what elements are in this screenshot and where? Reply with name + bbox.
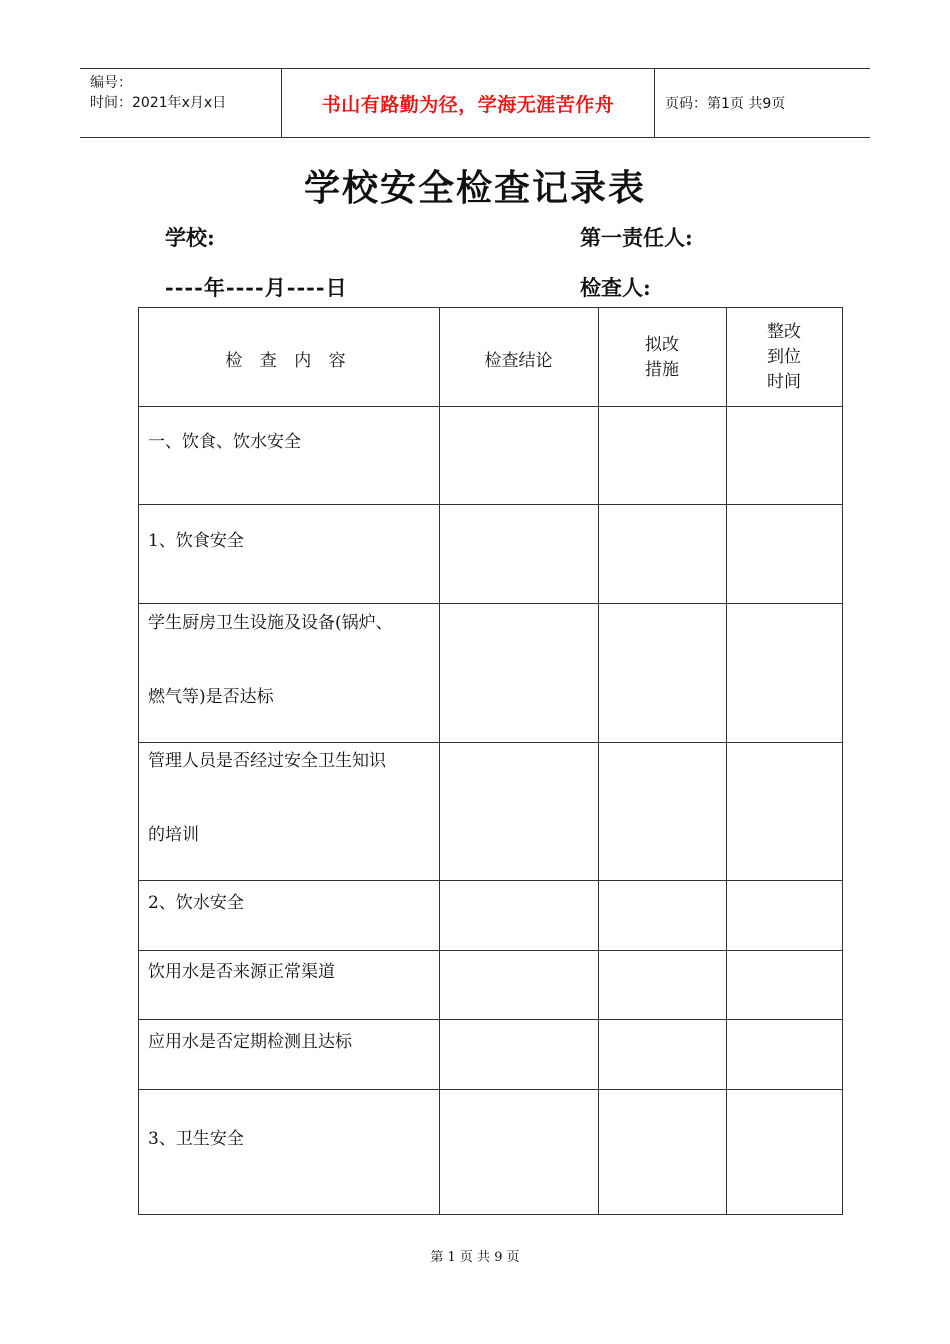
table-divider-1 <box>439 307 440 1215</box>
document-header <box>80 68 870 138</box>
table-row-content-continued: 的培训 <box>148 825 199 845</box>
school-label: 学校: <box>165 225 215 250</box>
column-header-deadline-line: 整改 <box>767 322 801 342</box>
page-info: 页码：第1页 共9页 <box>665 96 786 112</box>
motto-text: 书山有路勤为径，学海无涯苦作舟 <box>321 93 615 116</box>
table-row-content: 3、卫生安全 <box>148 1129 244 1149</box>
row-line <box>138 742 843 743</box>
responsible-label: 第一责任人: <box>580 225 693 250</box>
serial-label: 编号： <box>90 75 132 91</box>
table-border-bottom <box>138 1214 843 1215</box>
table-divider-2 <box>598 307 599 1215</box>
column-header-conclusion: 检查结论 <box>484 351 553 371</box>
inspection-table <box>138 307 843 1215</box>
table-border-left <box>138 307 139 1215</box>
column-header-measures-line: 拟改 <box>645 335 679 355</box>
column-header-deadline-line: 到位 <box>767 347 801 367</box>
table-row-content: 饮用水是否来源正常渠道 <box>148 962 335 982</box>
table-row-content: 一、饮食、饮水安全 <box>148 432 301 452</box>
header-motto-cell <box>282 69 655 137</box>
inspector-label: 检查人: <box>580 275 651 300</box>
page-footer: 第 1 页 共 9 页 <box>430 1250 520 1265</box>
table-border-right <box>842 307 843 1215</box>
table-divider-3 <box>726 307 727 1215</box>
table-row-content-continued: 燃气等)是否达标 <box>148 687 274 707</box>
table-row-content: 2、饮水安全 <box>148 893 244 913</box>
column-header-measures <box>598 333 726 383</box>
row-line <box>138 504 843 505</box>
table-border-top <box>138 307 843 308</box>
column-header-measures-line: 措施 <box>645 360 679 380</box>
table-row-content: 1、饮食安全 <box>148 531 244 551</box>
table-row-content: 应用水是否定期检测且达标 <box>148 1032 352 1052</box>
column-header-deadline <box>726 320 842 395</box>
header-page-cell <box>655 69 870 137</box>
table-row-content: 学生厨房卫生设施及设备(锅炉、 <box>148 613 393 633</box>
date-label: 时间：2021年x月x日 <box>90 95 227 111</box>
row-line <box>138 880 843 881</box>
row-line <box>138 603 843 604</box>
column-header-deadline-line: 时间 <box>767 372 801 392</box>
header-meta-cell <box>80 69 282 137</box>
row-line <box>138 1019 843 1020</box>
document-title: 学校安全检查记录表 <box>303 167 646 209</box>
table-row-content: 管理人员是否经过安全卫生知识 <box>148 751 386 771</box>
column-header-content: 检 查 内 容 <box>225 351 352 371</box>
row-line <box>138 1089 843 1090</box>
row-line <box>138 950 843 951</box>
date-blank: ----年----月----日 <box>165 275 348 300</box>
row-line <box>138 406 843 407</box>
